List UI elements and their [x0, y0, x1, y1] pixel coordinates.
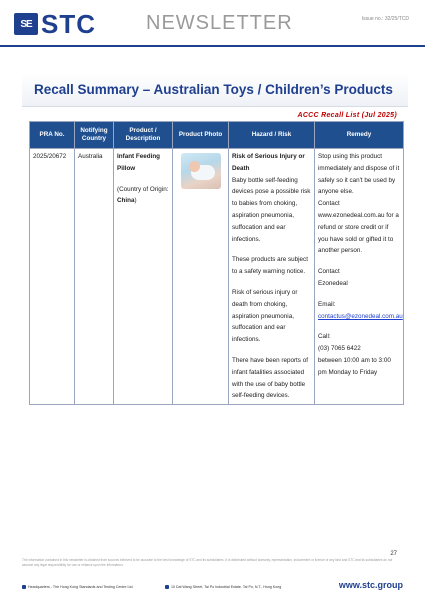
footer-address-text: 10 Dai Wang Street, Tai Po Industrial Estate, Tai Po, N.T., Hong Kong [171, 585, 282, 589]
call-label: Call: [318, 333, 331, 341]
remedy-text-2: Contact www.ezonedeal.com.au for a refund or store credit or if you have sold or gifted it to another person. [318, 200, 399, 255]
hazard-text-3: Risk of serious injury or death from choking, aspiration pneumonia, suffocation and ear infections. [232, 288, 298, 344]
footer [0, 578, 425, 600]
hazard-text-2: These products are subject to a safety warning notice. [232, 256, 308, 276]
location-pin-icon [165, 585, 169, 589]
product-origin [117, 184, 169, 208]
header-country: Notifying Country [75, 122, 114, 149]
hazard-heading: Risk of Serious Injury or Death [232, 153, 305, 172]
footer-hq [22, 585, 134, 589]
header-photo: Product Photo [173, 122, 229, 149]
cell-product [114, 149, 173, 405]
page-number: 27 [390, 551, 397, 557]
header-product: Product / Description [114, 122, 173, 149]
hazard-text-4: There have been reports of infant fatalities associated with the use of baby bottle self-feeding devices. [232, 356, 308, 400]
footer-hq-text: Headquarters - The Hong Kong Standards and Testing Centre Ltd. [28, 585, 134, 589]
cell-hazard [229, 149, 315, 405]
recall-table [29, 121, 404, 405]
origin-country: China [117, 197, 135, 205]
issue-number: Issue no.: 32/25/TCD [361, 16, 409, 22]
hazard-text-1: Baby bottle self-feeding devices pose a possible risk to babies from choking, aspiration pneumonia, suffocation and ear infections. [232, 176, 311, 243]
header-pra: PRA No. [30, 122, 75, 149]
cell-photo [173, 149, 229, 405]
footer-url[interactable]: www.stc.group [338, 580, 403, 590]
infant-pillow-photo [181, 153, 221, 189]
header-hazard: Hazard / Risk [229, 122, 315, 149]
footer-address [165, 585, 281, 589]
email-link[interactable]: contactus@ezonedeal.com.au [318, 312, 403, 320]
source-label: ACCC Recall List (Jul 2025) [297, 112, 397, 119]
logo-mark-icon: SE [14, 13, 38, 35]
table-header-row [30, 122, 404, 149]
header-divider [0, 45, 425, 47]
header-remedy: Remedy [315, 122, 404, 149]
table-row [30, 149, 404, 405]
disclaimer: The information contained in this newsletter is obtained from sources believed to be accurate to the best knowledge of STC and its subsidiaries. It is distributed without warranty, representation, inducement or licence of any kind and STC and its subsidiaries do not assume any legal responsibility for use or reliance upon the information. [22, 558, 393, 567]
origin-label: (Country of Origin: [117, 185, 169, 193]
cell-remedy [315, 149, 404, 405]
product-name: Infant Feeding Pillow [117, 153, 161, 172]
stc-logo [14, 9, 96, 39]
contact-label: Contact [318, 268, 340, 276]
call-hours: between 10:00 am to 3:00 pm Monday to Friday [318, 356, 391, 376]
remedy-text-1: Stop using this product immediately and dispose of it safely so it can't be used by anyone else. [318, 153, 400, 196]
newsletter-header [0, 0, 425, 46]
newsletter-title: NEWSLETTER [146, 12, 293, 34]
cell-pra: 2025/20672 [30, 149, 75, 405]
building-icon [22, 585, 26, 589]
page-title: Recall Summary – Australian Toys / Children’s Products [34, 82, 393, 97]
email-label: Email: [318, 300, 336, 308]
cell-country: Australia [75, 149, 114, 405]
phone-number: (03) 7065 6422 [318, 345, 361, 353]
logo-text: STC [41, 9, 96, 39]
contact-name: Ezonedeal [318, 279, 348, 287]
origin-close: ) [134, 197, 137, 205]
